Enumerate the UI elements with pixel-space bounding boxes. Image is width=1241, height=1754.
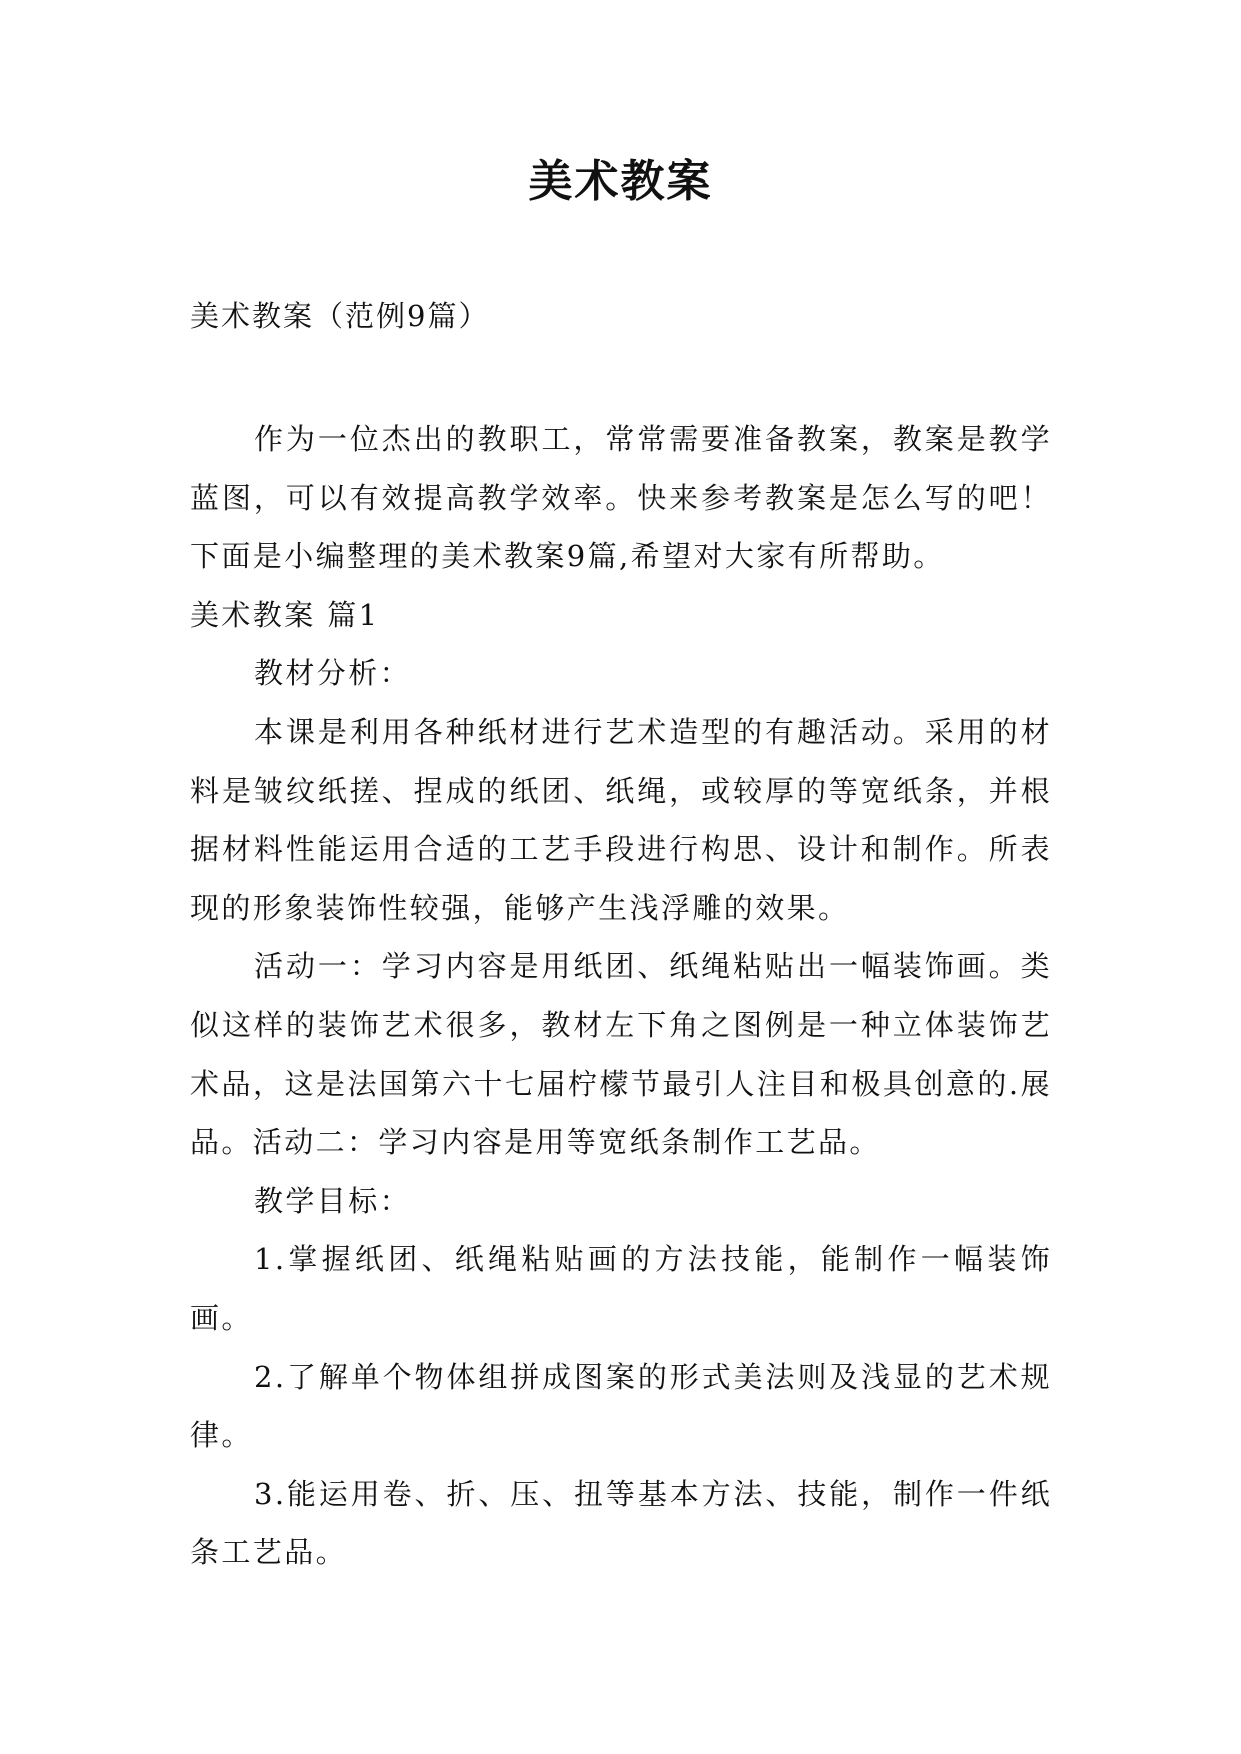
- paragraph-intro: 作为一位杰出的教职工，常常需要准备教案，教案是教学蓝图，可以有效提高教学效率。快来参考教案是怎么写的吧！下面是小编整理的美术教案9篇,希望对大家有所帮助。: [190, 422, 1052, 574]
- document-body: [190, 410, 1052, 1582]
- paragraph-goal-1: 1.掌握纸团、纸绳粘贴画的方法技能，能制作一幅装饰画。: [190, 1242, 1052, 1335]
- section-heading: 美术教案 篇1: [190, 597, 380, 632]
- paragraph-heading-materials: 教材分析：: [254, 656, 412, 691]
- paragraph-activities: 活动一：学习内容是用纸团、纸绳粘贴出一幅装饰画。类似这样的装饰艺术很多，教材左下角之图例是一种立体装饰艺术品，这是法国第六十七届柠檬节最引人注目和极具创意的.展品。活动二：学习内容是用等宽纸条制作工艺品。: [190, 949, 1052, 1160]
- paragraph-heading-goals: 教学目标：: [254, 1183, 412, 1218]
- document-subtitle: 美术教案（范例9篇）: [190, 299, 490, 333]
- paragraph-goal-3: 3.能运用卷、折、压、扭等基本方法、技能，制作一件纸条工艺品。: [190, 1476, 1052, 1570]
- document-title: 美术教案: [528, 156, 713, 207]
- paragraph-goal-2: 2.了解单个物体组拼成图案的形式美法则及浅显的艺术规律。: [190, 1359, 1052, 1453]
- paragraph-materials: 本课是利用各种纸材进行艺术造型的有趣活动。采用的材料是皱纹纸搓、捏成的纸团、纸绳，或较厚的等宽纸条，并根据材料性能运用合适的工艺手段进行构思、设计和制作。所表现的形象装饰性较强，能够产生浅浮雕的效果。: [190, 714, 1052, 925]
